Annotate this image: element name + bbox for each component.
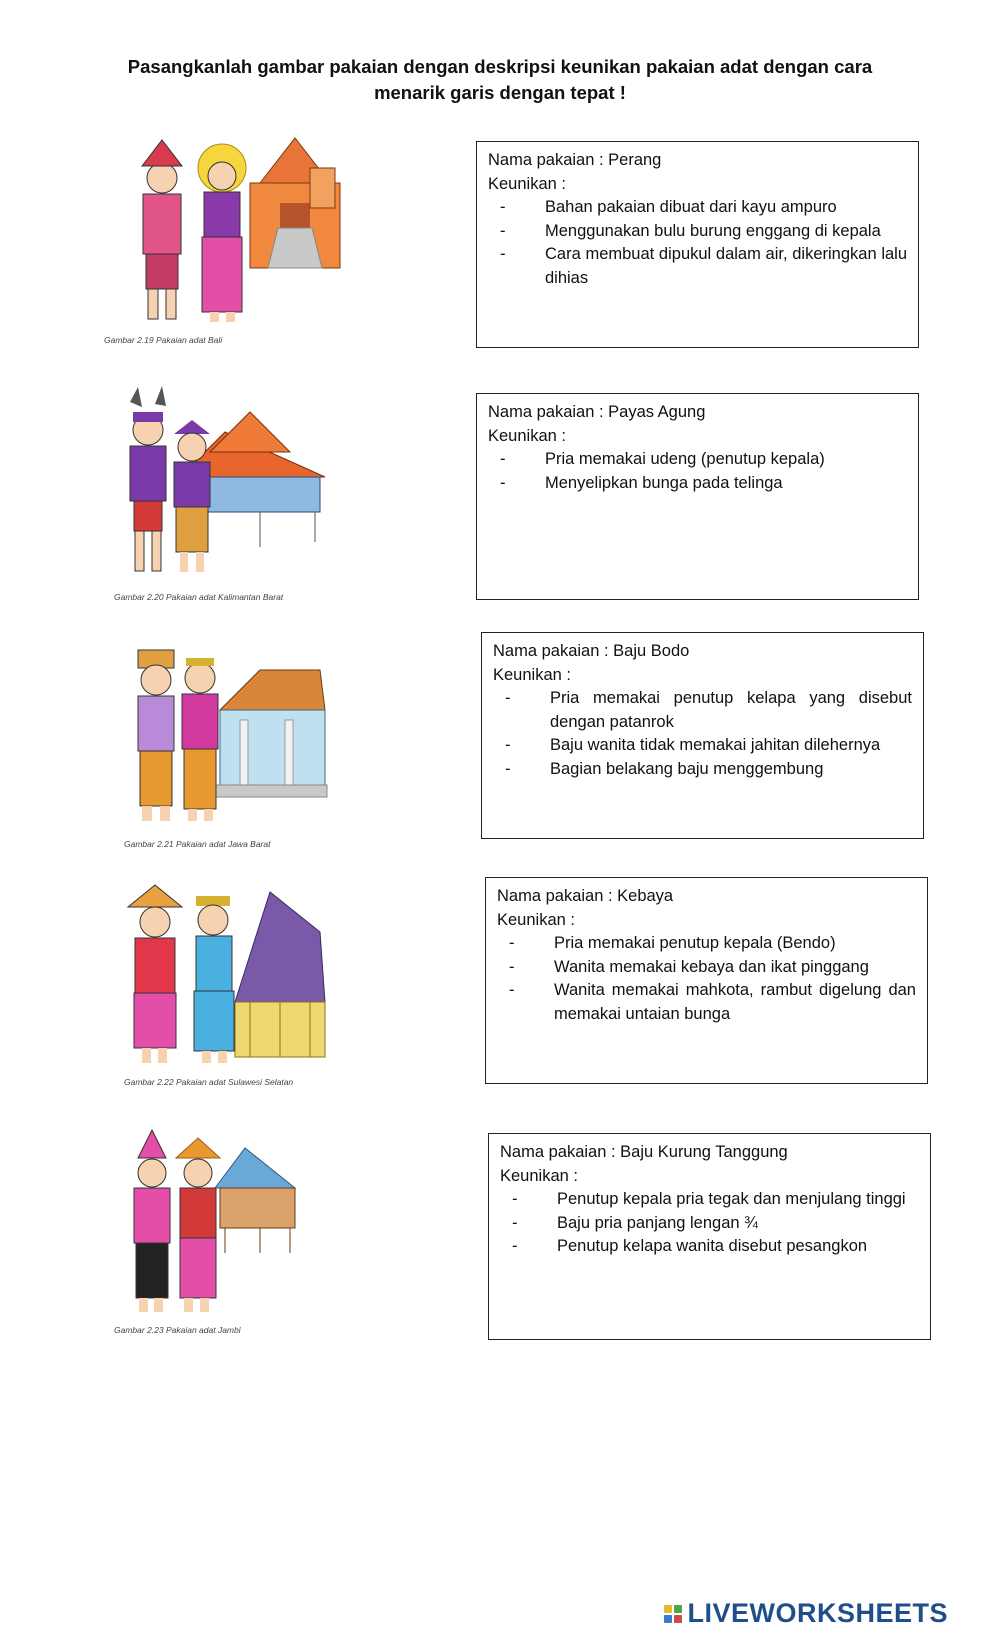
male-figure-drawing [142, 140, 182, 319]
description-card-3[interactable] [481, 632, 924, 839]
page-title [60, 54, 940, 106]
dash-bullet: - [509, 981, 515, 999]
list-item: - Bahan pakaian dibuat dari kayu ampuro [488, 196, 907, 220]
list-item: - Wanita memakai mahkota, rambut digelung dan memakai untaian bunga [509, 981, 916, 1023]
title-line-2: menarik garis dengan tepat ! [374, 82, 626, 103]
card-items [488, 196, 907, 290]
illustration-jambi [120, 1128, 310, 1318]
card-items [488, 448, 907, 495]
dash-bullet: - [509, 934, 515, 952]
pavilion-drawing [215, 670, 327, 797]
male-figure-drawing [130, 386, 166, 571]
dash-bullet: - [512, 1237, 518, 1255]
list-item: - Wanita memakai kebaya dan ikat pinggang [497, 956, 916, 980]
list-item: - Penutup kelapa wanita disebut pesangkon [500, 1235, 919, 1259]
dash-bullet: - [500, 221, 506, 240]
card-items [500, 1188, 919, 1259]
dash-bullet: - [505, 736, 511, 754]
liveworksheets-logo[interactable] [664, 1598, 948, 1629]
title-line-1: Pasangkanlah gambar pakaian dengan deskripsi keunikan pakaian adat dengan cara [127, 56, 873, 77]
illustration-kalimantan-barat [110, 382, 330, 587]
dash-bullet: - [500, 450, 506, 468]
card-name: Nama pakaian : Baju Bodo [493, 642, 690, 660]
card-keunikan-label: Keunikan : [488, 426, 566, 445]
card-name: Nama pakaian : Perang [488, 151, 662, 169]
description-card-4[interactable] [485, 877, 928, 1084]
logo-blocks-icon [664, 1605, 682, 1623]
female-figure-drawing [198, 144, 246, 322]
male-figure-drawing [128, 885, 182, 1063]
dash-bullet: - [505, 689, 511, 707]
list-item: - Penutup kepala pria tegak dan menjulang tinggi [500, 1188, 919, 1212]
list-item: - Pria memakai penutup kelapa yang disebut dengan patanrok [505, 689, 912, 731]
dash-bullet: - [500, 245, 506, 263]
male-figure-drawing [138, 650, 174, 821]
female-figure-drawing [174, 420, 210, 572]
card-items [497, 932, 916, 1026]
caption-3: Gambar 2.21 Pakaian adat Jawa Barat [124, 839, 271, 849]
card-keunikan-label: Keunikan : [488, 174, 566, 193]
list-item: - Pria memakai penutup kepala (Bendo) [497, 932, 916, 956]
illustration-jawa-barat [120, 640, 330, 830]
description-card-5[interactable] [488, 1133, 931, 1340]
caption-4: Gambar 2.22 Pakaian adat Sulawesi Selatan [124, 1077, 294, 1087]
dash-bullet: - [500, 198, 506, 216]
list-item: - Pria memakai udeng (penutup kepala) [488, 448, 907, 472]
description-card-1[interactable] [476, 141, 919, 348]
list-item: - Baju wanita tidak memakai jahitan dilehernya [493, 734, 912, 758]
female-figure-drawing [182, 658, 218, 821]
card-name: Nama pakaian : Kebaya [497, 887, 674, 905]
card-keunikan-label: Keunikan : [497, 910, 575, 929]
female-figure-drawing [194, 896, 234, 1063]
list-item: - Cara membuat dipukul dalam air, dikeringkan lalu dihias [500, 245, 907, 287]
dash-bullet: - [512, 1190, 518, 1208]
card-keunikan-label: Keunikan : [500, 1166, 578, 1185]
caption-2: Gambar 2.20 Pakaian adat Kalimantan Barat [114, 592, 284, 602]
dash-bullet: - [512, 1213, 518, 1232]
illustration-sulawesi-selatan [120, 882, 330, 1072]
description-card-2[interactable] [476, 393, 919, 600]
card-keunikan-label: Keunikan : [493, 665, 571, 684]
list-item: - Menggunakan bulu burung enggang di kepala [488, 220, 907, 244]
list-item: - Menyelipkan bunga pada telinga [488, 472, 907, 496]
caption-1: Gambar 2.19 Pakaian adat Bali [104, 335, 223, 345]
list-item: - Baju pria panjang lengan ¾ [500, 1212, 919, 1236]
illustration-bali [110, 128, 360, 333]
dash-bullet: - [500, 473, 506, 492]
dash-bullet: - [509, 957, 515, 976]
dash-bullet: - [505, 759, 511, 778]
card-name: Nama pakaian : Payas Agung [488, 403, 706, 421]
caption-5: Gambar 2.23 Pakaian adat Jambi [114, 1325, 241, 1335]
list-item: - Bagian belakang baju menggembung [493, 758, 912, 782]
male-figure-drawing [134, 1130, 170, 1312]
card-items [493, 687, 912, 781]
logo-text: LIVEWORKSHEETS [687, 1598, 948, 1628]
female-figure-drawing [176, 1138, 220, 1312]
stilt-house-drawing [215, 1148, 295, 1253]
temple-gate-drawing [250, 138, 340, 268]
card-name: Nama pakaian : Baju Kurung Tanggung [500, 1143, 788, 1161]
tongkonan-house-drawing [235, 892, 325, 1057]
